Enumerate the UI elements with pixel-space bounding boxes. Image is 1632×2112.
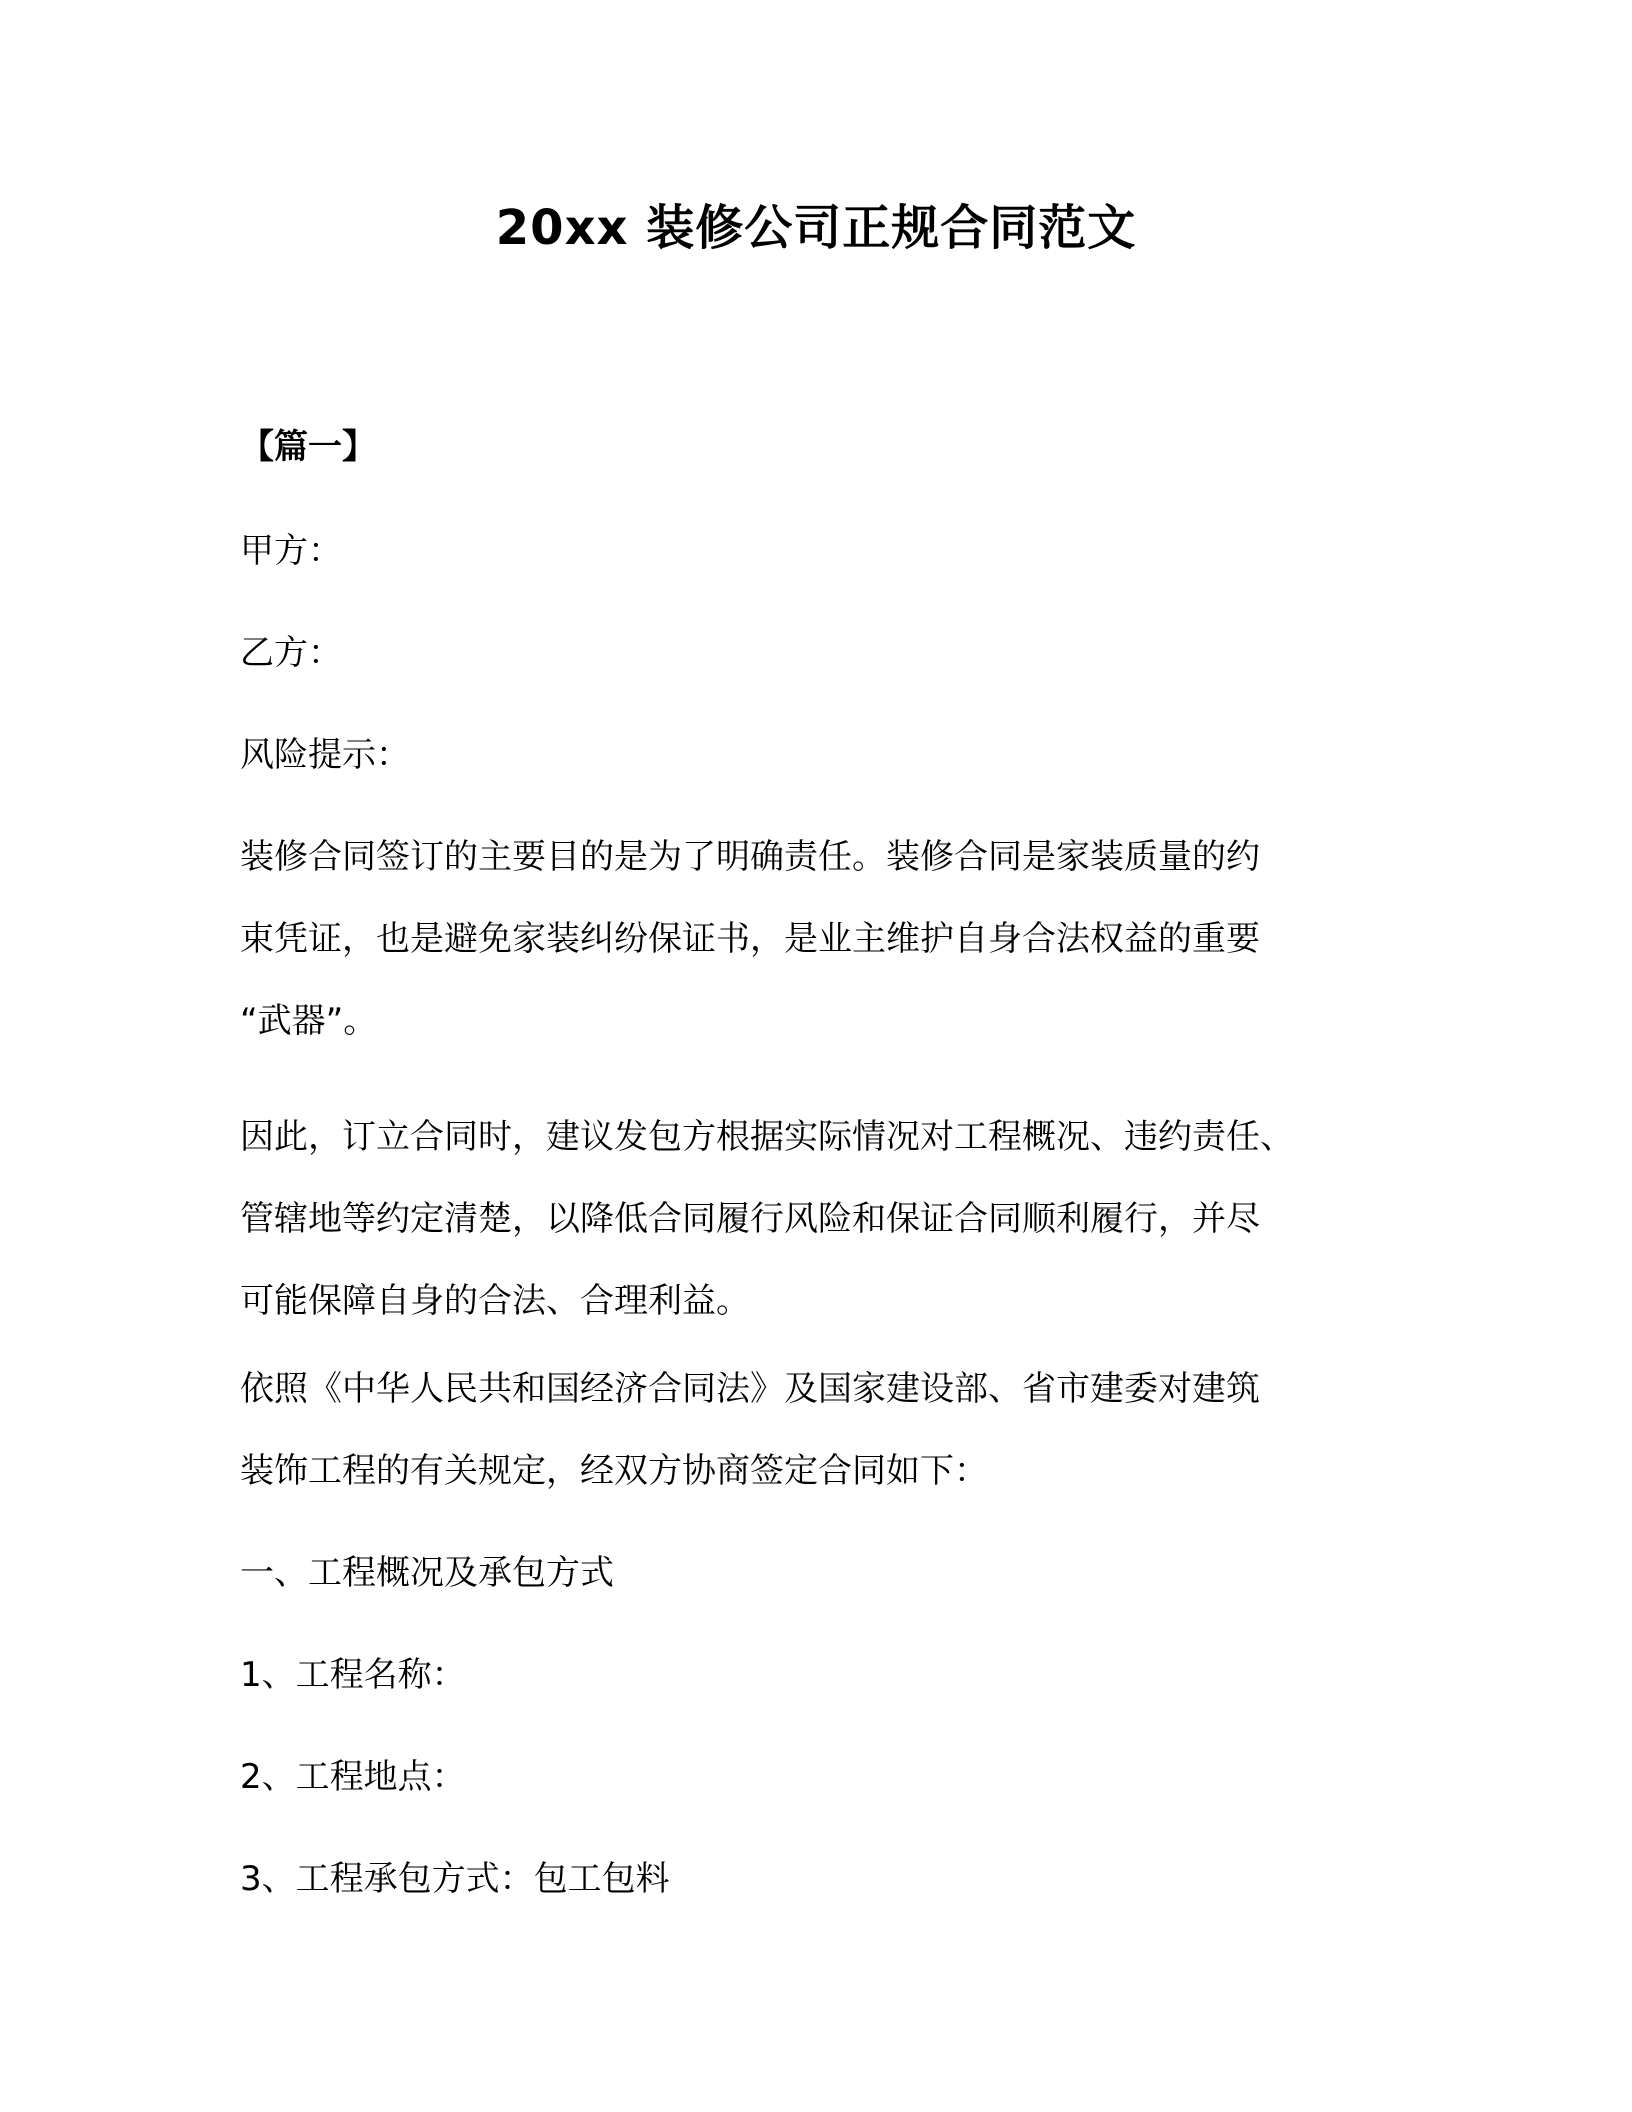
paragraph-3-line-1: 依照《中华人民共和国经济合同法》及国家建设部、省市建委对建筑 xyxy=(240,1369,1260,1409)
item-2 xyxy=(240,1736,1400,1818)
item-1 xyxy=(240,1634,1400,1716)
paragraph-2-line-1: 因此，订立合同时，建议发包方根据实际情况对工程概况、违约责任、 xyxy=(240,1117,1294,1157)
risk-notice-text: 风险提示： xyxy=(240,735,410,775)
paragraph-3-line-2: 装饰工程的有关规定，经双方协商签定合同如下： xyxy=(240,1451,988,1491)
section-tag-text: 【篇一】 xyxy=(240,427,376,467)
paragraph-1-line-2: 束凭证，也是避免家装纠纷保证书，是业主维护自身合法权益的重要 xyxy=(240,919,1260,959)
section-heading xyxy=(240,1532,1400,1614)
paragraph-3 xyxy=(240,1348,1400,1512)
party-a-line xyxy=(240,510,1400,592)
paragraph-2-line-3: 可能保障自身的合法、合理利益。 xyxy=(240,1281,750,1321)
paragraph-2 xyxy=(240,1096,1400,1342)
section-tag xyxy=(240,406,1400,488)
paragraph-1-line-3: “武器”。 xyxy=(240,1001,378,1041)
item-1-text: 1、工程名称： xyxy=(240,1655,466,1695)
item-3 xyxy=(240,1838,1400,1920)
risk-notice-label xyxy=(240,714,1400,796)
item-2-text: 2、工程地点： xyxy=(240,1757,466,1797)
party-a-label: 甲方： xyxy=(240,531,342,571)
item-3-text: 3、工程承包方式：包工包料 xyxy=(240,1859,670,1899)
party-b-line xyxy=(240,612,1400,694)
paragraph-1 xyxy=(240,816,1400,1062)
paragraph-2-line-2: 管辖地等约定清楚，以降低合同履行风险和保证合同顺利履行，并尽 xyxy=(240,1199,1260,1239)
paragraph-1-line-1: 装修合同签订的主要目的是为了明确责任。装修合同是家装质量的约 xyxy=(240,837,1260,877)
document-title: 20xx 装修公司正规合同范文 xyxy=(495,200,1137,256)
party-b-label: 乙方： xyxy=(240,633,342,673)
section-heading-text: 一、工程概况及承包方式 xyxy=(240,1553,614,1593)
